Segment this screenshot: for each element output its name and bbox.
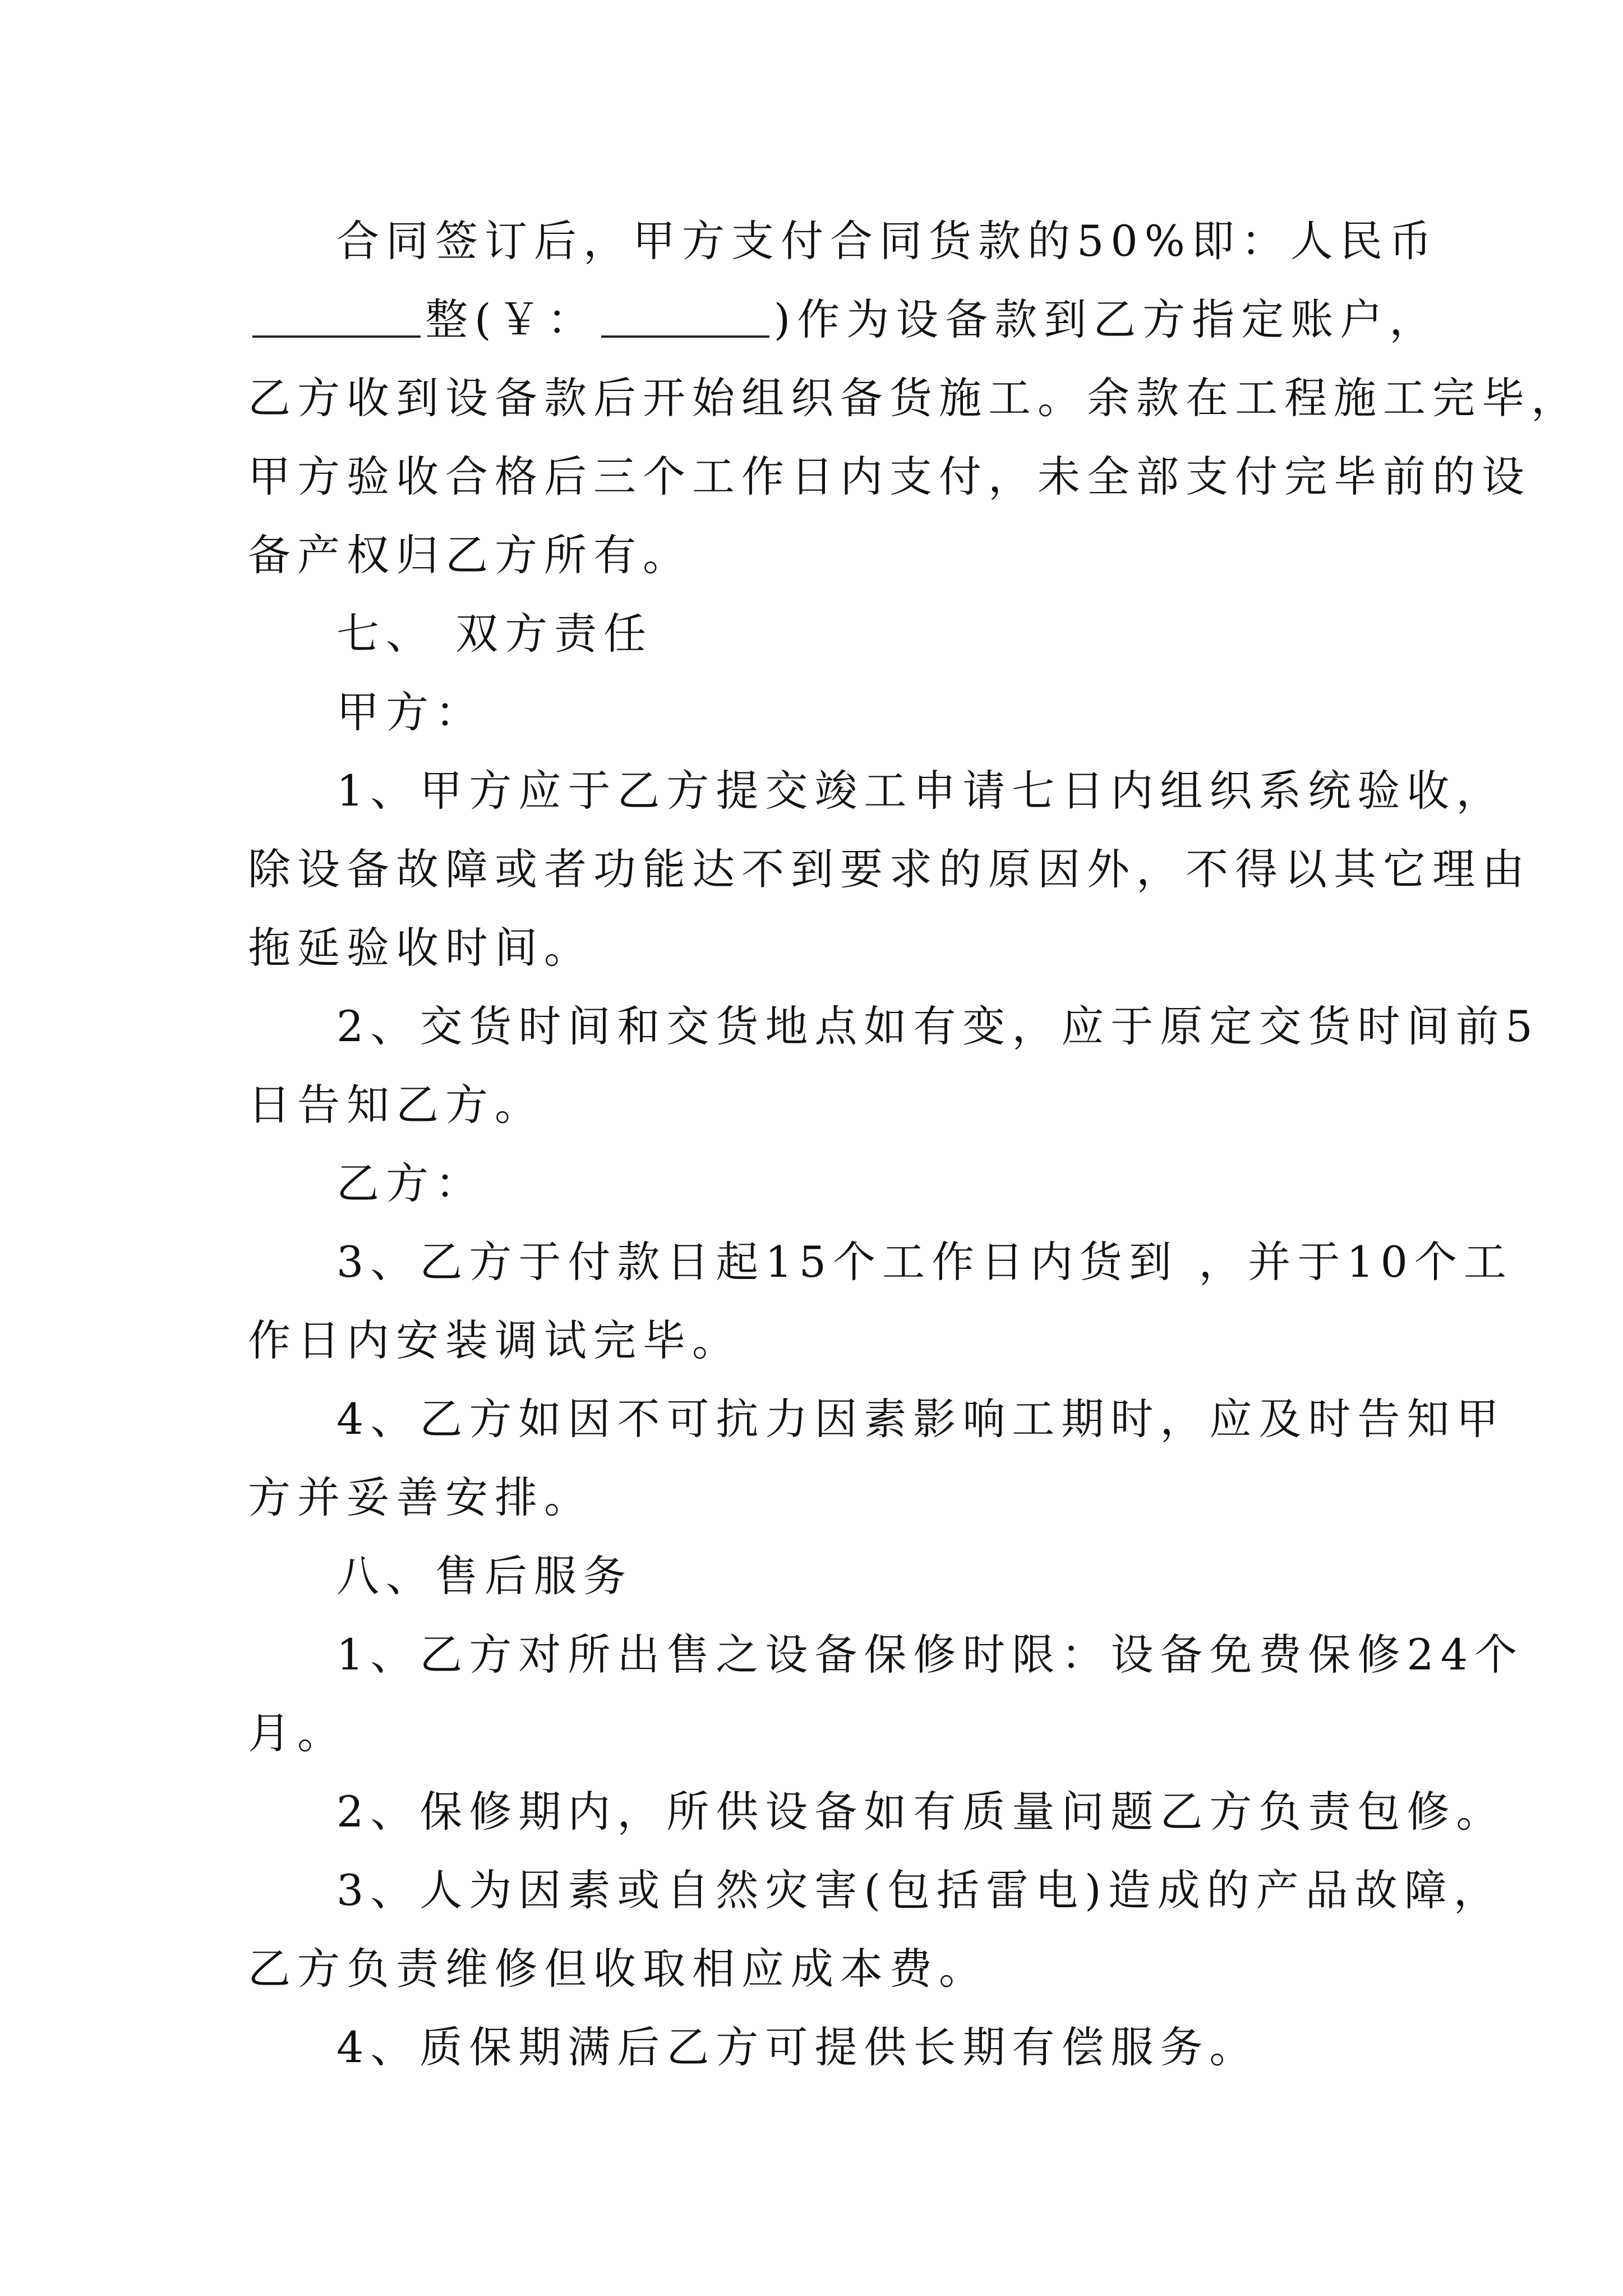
- payment-clause-line-5: 备产权归乙方所有。: [248, 530, 692, 580]
- section-heading-after-sales: 八、售后服务: [336, 1551, 633, 1601]
- party-b-item-3-line-1: 3、乙方于付款日起15个工作日内货到 ，并于10个工: [336, 1237, 1513, 1287]
- after-sales-item-2: 2、保修期内，所供设备如有质量问题乙方负责包修。: [336, 1787, 1506, 1837]
- party-a-item-2-line-2: 日告知乙方。: [248, 1080, 544, 1130]
- section-heading-responsibilities: 七、 双方责任: [336, 609, 653, 659]
- payment-clause-line-2: [248, 280, 1439, 359]
- payment-clause-line-1: 合同签订后，甲方支付合同货款的50%即：人民币: [336, 216, 1438, 266]
- after-sales-item-3-line-1: 3、人为因素或自然灾害(包括雷电)造成的产品故障，: [336, 1865, 1503, 1915]
- payment-clause-text-a: 整(￥：: [425, 295, 597, 344]
- party-b-item-4-line-2: 方并妥善安排。: [248, 1473, 593, 1522]
- yen-amount-blank-field: [601, 293, 769, 338]
- party-a-item-1-line-1: 1、甲方应于乙方提交竣工申请七日内组织系统验收，: [336, 766, 1506, 816]
- party-b-item-4-line-1: 4、乙方如因不可抗力因素影响工期时，应及时告知甲: [336, 1394, 1506, 1444]
- party-a-item-1-line-2: 除设备故障或者功能达不到要求的原因外，不得以其它理由: [248, 844, 1531, 894]
- party-b-item-3-line-2: 作日内安装调试完毕。: [248, 1315, 741, 1365]
- party-b-heading: 乙方：: [336, 1158, 485, 1208]
- after-sales-item-1-line-2: 月。: [248, 1708, 347, 1758]
- amount-blank-field: [252, 293, 421, 338]
- party-a-item-2-line-1: 2、交货时间和交货地点如有变，应于原定交货时间前5: [336, 1001, 1539, 1051]
- after-sales-item-3-line-2: 乙方负责维修但收取相应成本费。: [248, 1944, 988, 1994]
- after-sales-item-1-line-1: 1、乙方对所出售之设备保修时限：设备免费保修24个: [336, 1630, 1524, 1680]
- payment-clause-text-b: )作为设备款到乙方指定账户，: [773, 295, 1439, 344]
- payment-clause-line-3: 乙方收到设备款后开始组织备货施工。余款在工程施工完毕，: [248, 373, 1580, 423]
- party-a-heading: 甲方：: [336, 687, 485, 737]
- payment-clause-line-4: 甲方验收合格后三个工作日内支付，未全部支付完毕前的设: [248, 452, 1531, 501]
- party-a-item-1-line-3: 拖延验收时间。: [248, 923, 593, 973]
- after-sales-item-4: 4、质保期满后乙方可提供长期有偿服务。: [336, 2022, 1259, 2072]
